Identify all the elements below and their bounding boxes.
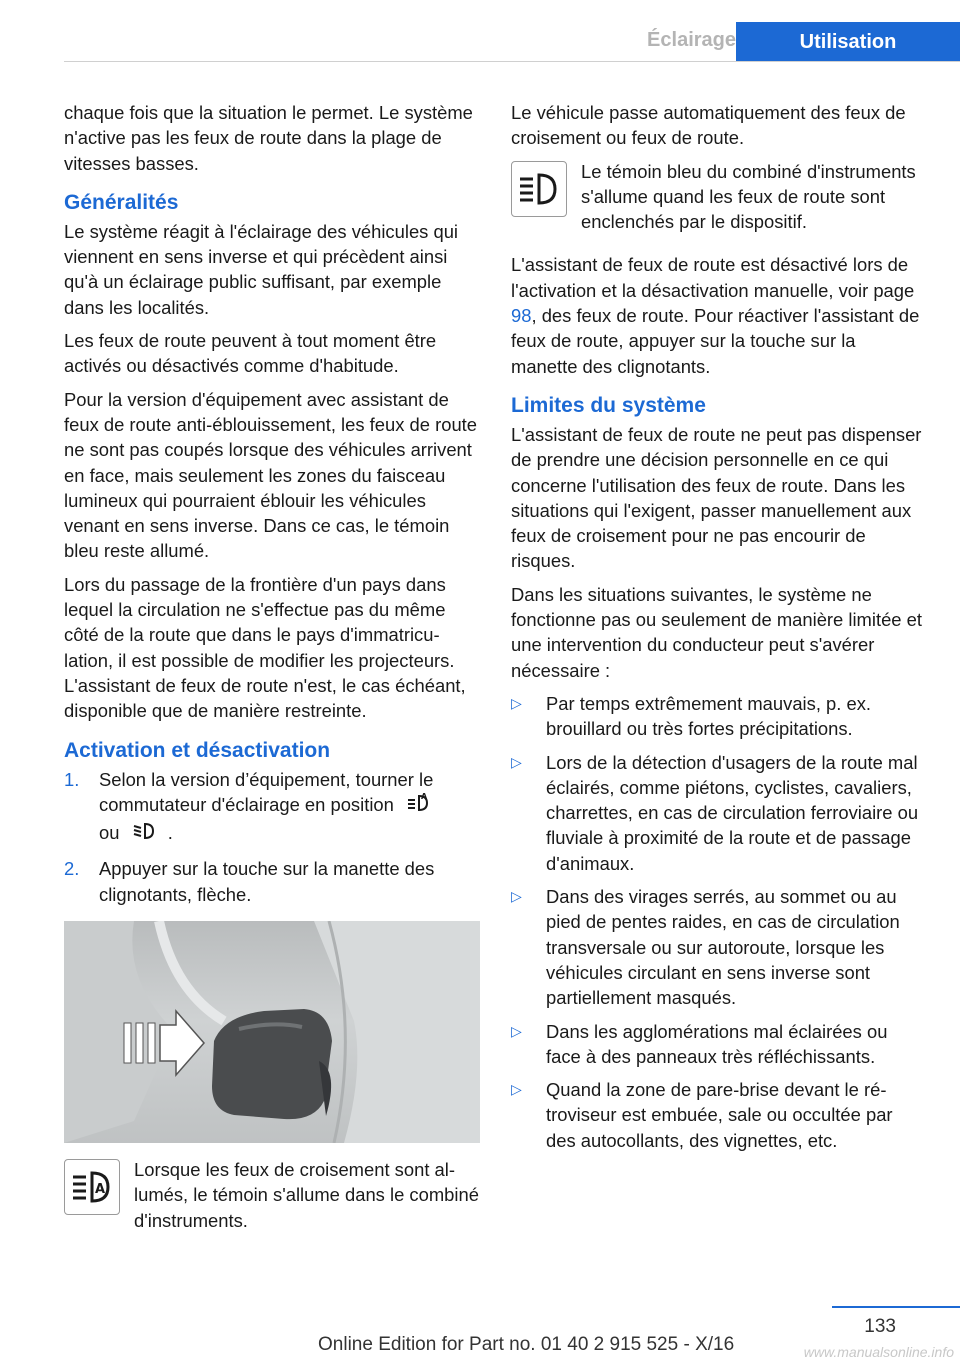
general-paragraph-1: Le système réagit à l'éclairage des véhicules qui viennent en sens inverse et qui précèdent ainsi qu'à un éclairage public suffisant, par exemple dans les localités.	[64, 220, 459, 318]
edition-footer: Online Edition for Part no. 01 40 2 915 525 - X/16	[318, 1334, 735, 1355]
step-item	[64, 767, 480, 849]
list-item	[511, 691, 927, 742]
left-column	[64, 100, 480, 1251]
page-number: 133	[864, 1316, 896, 1337]
chapter-tab[interactable]: Utilisation	[736, 22, 960, 62]
step-text	[99, 767, 480, 849]
general-paragraph-3: Pour la version d'équipement avec assistant de feux de route anti-éblouissement, les feux de route ne sont pas coupés lorsque des véhicules arrivent en face, mais seulement les zones du faisceau lumineux qui pourraient éblouir les véhicules venant en sens inverse. Dans ce cas, le témoin bleu reste allumé.	[64, 388, 478, 562]
indicator-text: Lorsque les feux de croisement sont allumés, le témoin s'allume dans le combiné d'instruments.	[134, 1159, 479, 1231]
intro-paragraph: chaque fois que la situation le permet. Le système n'active pas les feux de route dans la plage de vitesses basses.	[64, 102, 473, 174]
deactivation-paragraph	[511, 252, 927, 378]
list-item-text: Par temps extrêmement mauvais, p. ex. brouillard ou très fortes précipitations.	[546, 692, 872, 740]
deactivation-text: , des feux de route. Pour réactiver l'assistant de feux de route, appuyer sur la touche sur la manette des clignotants.	[511, 305, 920, 377]
page-header	[0, 0, 960, 62]
arrow-icon	[160, 1011, 204, 1075]
bullet-triangle-icon: ▷	[511, 694, 522, 711]
general-paragraph-2: Les feux de route peuvent à tout moment être activés ou désactivés comme d'habitude.	[64, 330, 437, 377]
high-beam-indicator-icon	[511, 161, 567, 217]
svg-text:A: A	[421, 791, 428, 801]
bullet-triangle-icon: ▷	[511, 1081, 522, 1098]
footer-accent-rule	[832, 1306, 960, 1308]
limits-heading: Limites du système	[511, 393, 706, 417]
low-beam-indicator-note	[64, 1157, 480, 1241]
list-item	[511, 750, 927, 876]
list-item-text: Dans des virages serrés, au sommet ou au pied de pentes raides, en cas de circulation transversale ou sur autoroute, lorsque les véhicules circulant en sens inverse sont partiellement masqués.	[546, 886, 900, 1009]
section-tab[interactable]: Éclairage	[647, 29, 736, 51]
watermark: www.manualsonline.info	[803, 1344, 954, 1360]
auto-headlight-icon	[405, 792, 431, 820]
step-text-part: .	[167, 822, 173, 844]
right-column	[511, 100, 927, 1161]
bullet-triangle-icon: ▷	[511, 753, 522, 770]
step-number: 1.	[64, 768, 80, 790]
step-item	[64, 856, 480, 907]
header-divider	[64, 61, 960, 62]
blue-indicator-note	[511, 159, 927, 243]
step-text: Appuyer sur la touche sur la manette des clignotants, flèche.	[99, 858, 435, 905]
deactivation-text: L'assistant de feux de route est désactivé lors de l'activation et la désactivation manuelle, voir page	[511, 254, 915, 301]
high-beam-assistant-icon	[64, 1159, 120, 1215]
step-number: 2.	[64, 858, 80, 880]
general-heading: Généralités	[64, 190, 179, 214]
list-item-text: Quand la zone de pare-brise devant le rétroviseur est embuée, sale ou occultée par des autocollants, des vignettes, etc.	[546, 1079, 893, 1151]
bullet-triangle-icon: ▷	[511, 888, 522, 905]
low-beam-icon	[131, 820, 157, 848]
list-item	[511, 1019, 927, 1070]
list-item-text: Dans les agglomérations mal éclairées ou face à des panneaux très réfléchissants.	[546, 1020, 888, 1067]
right-intro: Le véhicule passe automatiquement des feux de croisement ou feux de route.	[511, 102, 906, 149]
step-text-part: ou	[99, 822, 120, 844]
page-reference-link[interactable]: 98	[511, 305, 532, 327]
svg-text:A: A	[95, 1182, 106, 1198]
limits-paragraph-2: Dans les situations suivantes, le système ne fonctionne pas ou seulement de manière limitée et une intervention du conducteur peut s'avérer nécessaire :	[511, 583, 922, 681]
turn-signal-lever-illustration	[64, 921, 480, 1143]
list-item-text: Lors de la détection d'usagers de la route mal éclairés, comme piétons, cyclistes, cavaliers, charrettes, en cas de circulation ferroviaire ou fluviale à proximité de la route et de passage d'animaux.	[546, 751, 919, 874]
blue-indicator-text: Le témoin bleu du combiné d'instruments s'allume quand les feux de route sont enclenchés par le dispositif.	[581, 160, 916, 233]
activation-heading: Activation et désactivation	[64, 738, 331, 762]
list-item	[511, 1077, 927, 1153]
step-text-part: Selon la version d’équipement, tourner le commutateur d'éclairage en position	[99, 768, 434, 815]
list-item	[511, 884, 927, 1010]
general-paragraph-4: Lors du passage de la frontière d'un pays dans lequel la circulation ne s'effectue pas du même côté de la route que dans le pays d'immatriculation, il est possible de modifier les projecteurs. L'assistant de feux de route n'est, le cas échéant, disponible que de manière restreinte.	[64, 573, 466, 722]
bullet-triangle-icon: ▷	[511, 1022, 522, 1039]
limits-paragraph-1: L'assistant de feux de route ne peut pas dispenser de prendre une décision personnelle en ce qui concerne l'utilisation des feux de route. Dans les situations qui l'exigent, passer manuellement aux feux de croisement pour ne pas encourir de risques.	[511, 423, 922, 572]
